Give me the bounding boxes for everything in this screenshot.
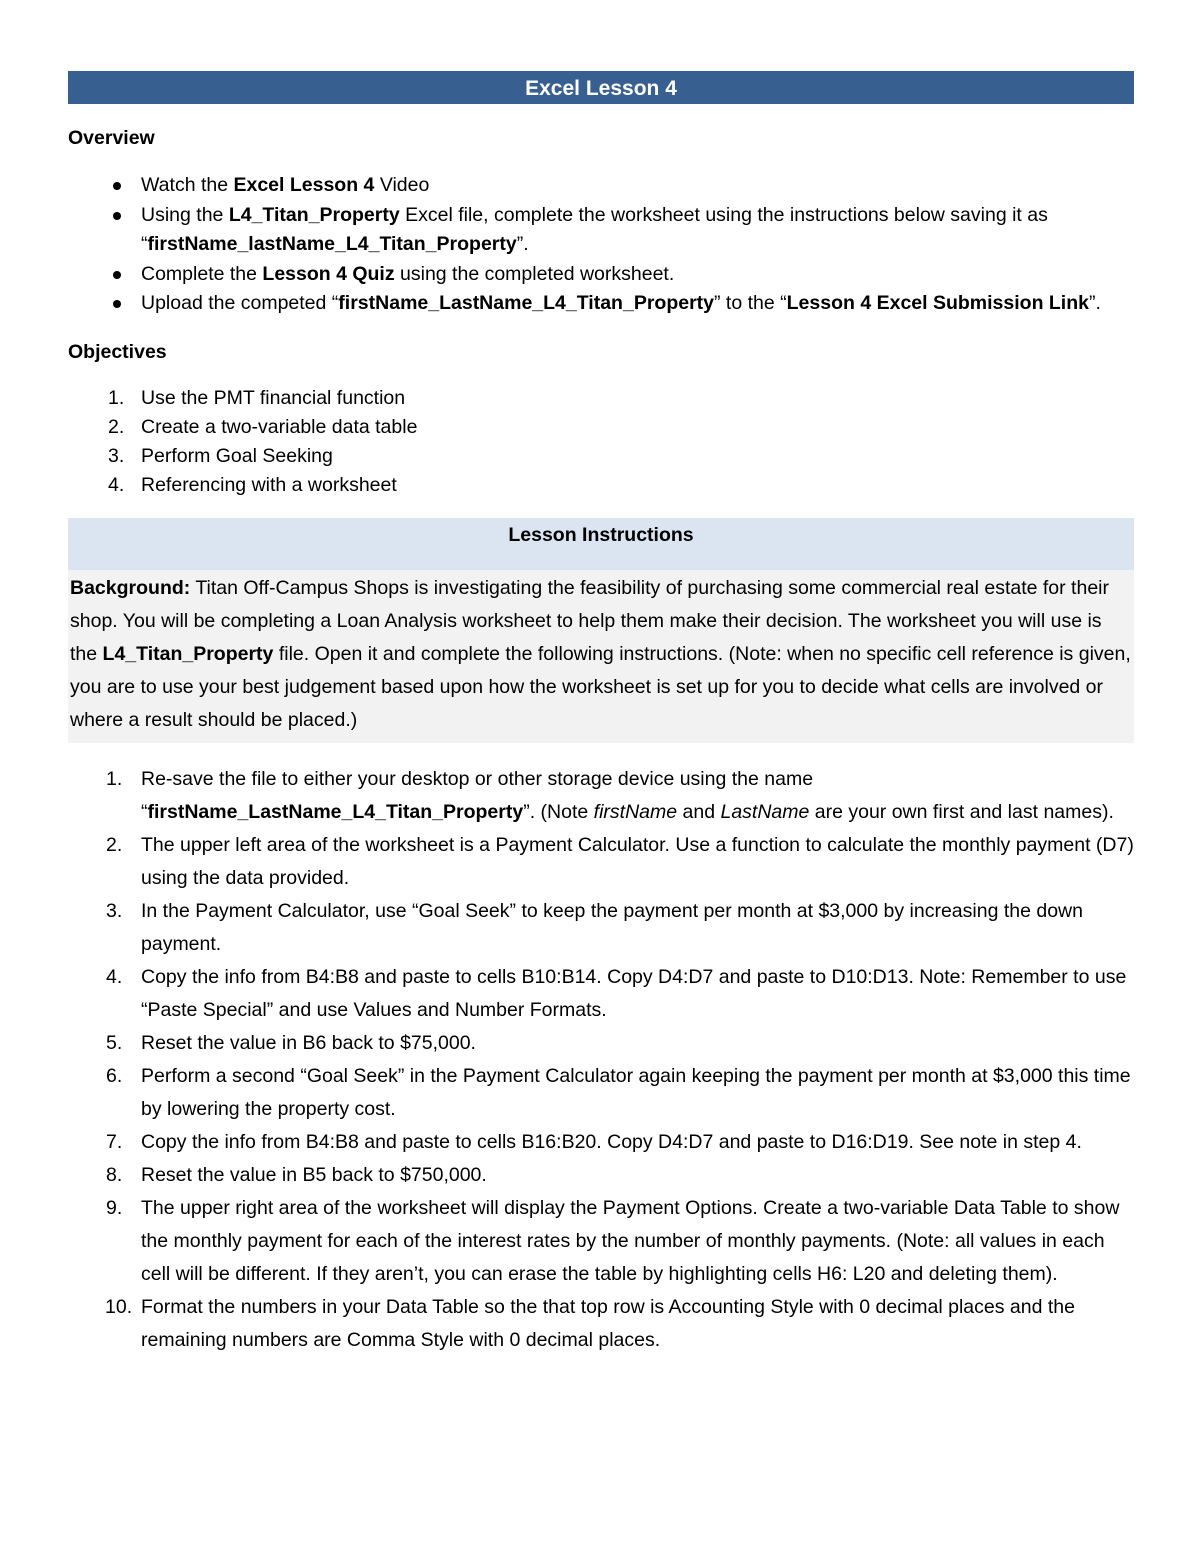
step-item: 5. Reset the value in B6 back to $75,000. xyxy=(106,1031,476,1054)
overview-item: Watch the Excel Lesson 4 Video xyxy=(68,171,1134,201)
step-item: 1. Re-save the file to either your desktop or other storage device using the name “firstName_LastName_L4_Titan_Property”. (Note firstName and LastName are your own first and last names). xyxy=(106,767,1114,823)
bullet-icon xyxy=(113,212,121,220)
document-title: Excel Lesson 4 xyxy=(68,71,1134,104)
overview-item: Complete the Lesson 4 Quiz using the completed worksheet. xyxy=(68,260,1134,290)
step-item: 10. Format the numbers in your Data Table so the that top row is Accounting Style with 0 decimal places and the remaining numbers are Comma Style with 0 decimal places. xyxy=(105,1295,1075,1351)
objective-item: 1. Use the PMT financial function xyxy=(108,386,406,409)
bullet-icon xyxy=(113,300,121,308)
overview-list xyxy=(68,171,1134,319)
objectives-heading: Objectives xyxy=(68,340,167,363)
background-paragraph: Background: Titan Off-Campus Shops is investigating the feasibility of purchasing some commercial real estate for their shop. You will be completing a Loan Analysis worksheet to help them make their decision. The worksheet you will use is the L4_Titan_Property file. Open it and complete the following instructions. (Note: when no specific cell reference is given, you are to use your best judgement based upon how the worksheet is set up for you to decide what cells are involved or where a result should be placed.) xyxy=(68,570,1134,743)
objective-item: 2. Create a two-variable data table xyxy=(108,415,418,438)
lesson-instructions-header: Lesson Instructions xyxy=(68,518,1134,570)
step-item: 2. The upper left area of the worksheet is a Payment Calculator. Use a function to calculate the monthly payment (D7) using the data provided. xyxy=(106,833,1134,889)
step-item: 7. Copy the info from B4:B8 and paste to cells B16:B20. Copy D4:D7 and paste to D16:D19. See note in step 4. xyxy=(106,1130,1082,1153)
overview-heading: Overview xyxy=(68,127,155,149)
bullet-icon xyxy=(113,182,121,190)
bullet-icon xyxy=(113,271,121,279)
step-item: 8. Reset the value in B5 back to $750,000. xyxy=(106,1163,487,1186)
instruction-steps xyxy=(68,763,1134,1357)
step-item: 9. The upper right area of the worksheet will display the Payment Options. Create a two-variable Data Table to show the monthly payment for each of the interest rates by the number of monthly payments. (Note: all values in each cell will be different. If they aren’t, you can erase the table by highlighting cells H6: L20 and deleting them). xyxy=(106,1196,1120,1285)
objective-item: 3. Perform Goal Seeking xyxy=(108,444,333,467)
overview-item: Using the L4_Titan_Property Excel file, complete the worksheet using the instructions below saving it as “firstName_lastName_L4_Titan_Property”. xyxy=(68,201,1134,260)
document-page xyxy=(68,71,1134,1357)
step-item: 4. Copy the info from B4:B8 and paste to cells B10:B14. Copy D4:D7 and paste to D10:D13. Note: Remember to use “Paste Special” and use Values and Number Formats. xyxy=(106,965,1127,1021)
step-item: 3. In the Payment Calculator, use “Goal Seek” to keep the payment per month at $3,000 by increasing the down payment. xyxy=(106,899,1083,955)
step-item: 6. Perform a second “Goal Seek” in the Payment Calculator again keeping the payment per month at $3,000 this time by lowering the property cost. xyxy=(106,1064,1131,1120)
objective-item: 4. Referencing with a worksheet xyxy=(108,473,397,496)
overview-item: Upload the competed “firstName_LastName_L4_Titan_Property” to the “Lesson 4 Excel Submission Link”. xyxy=(68,289,1134,319)
objectives-list xyxy=(68,384,1134,500)
